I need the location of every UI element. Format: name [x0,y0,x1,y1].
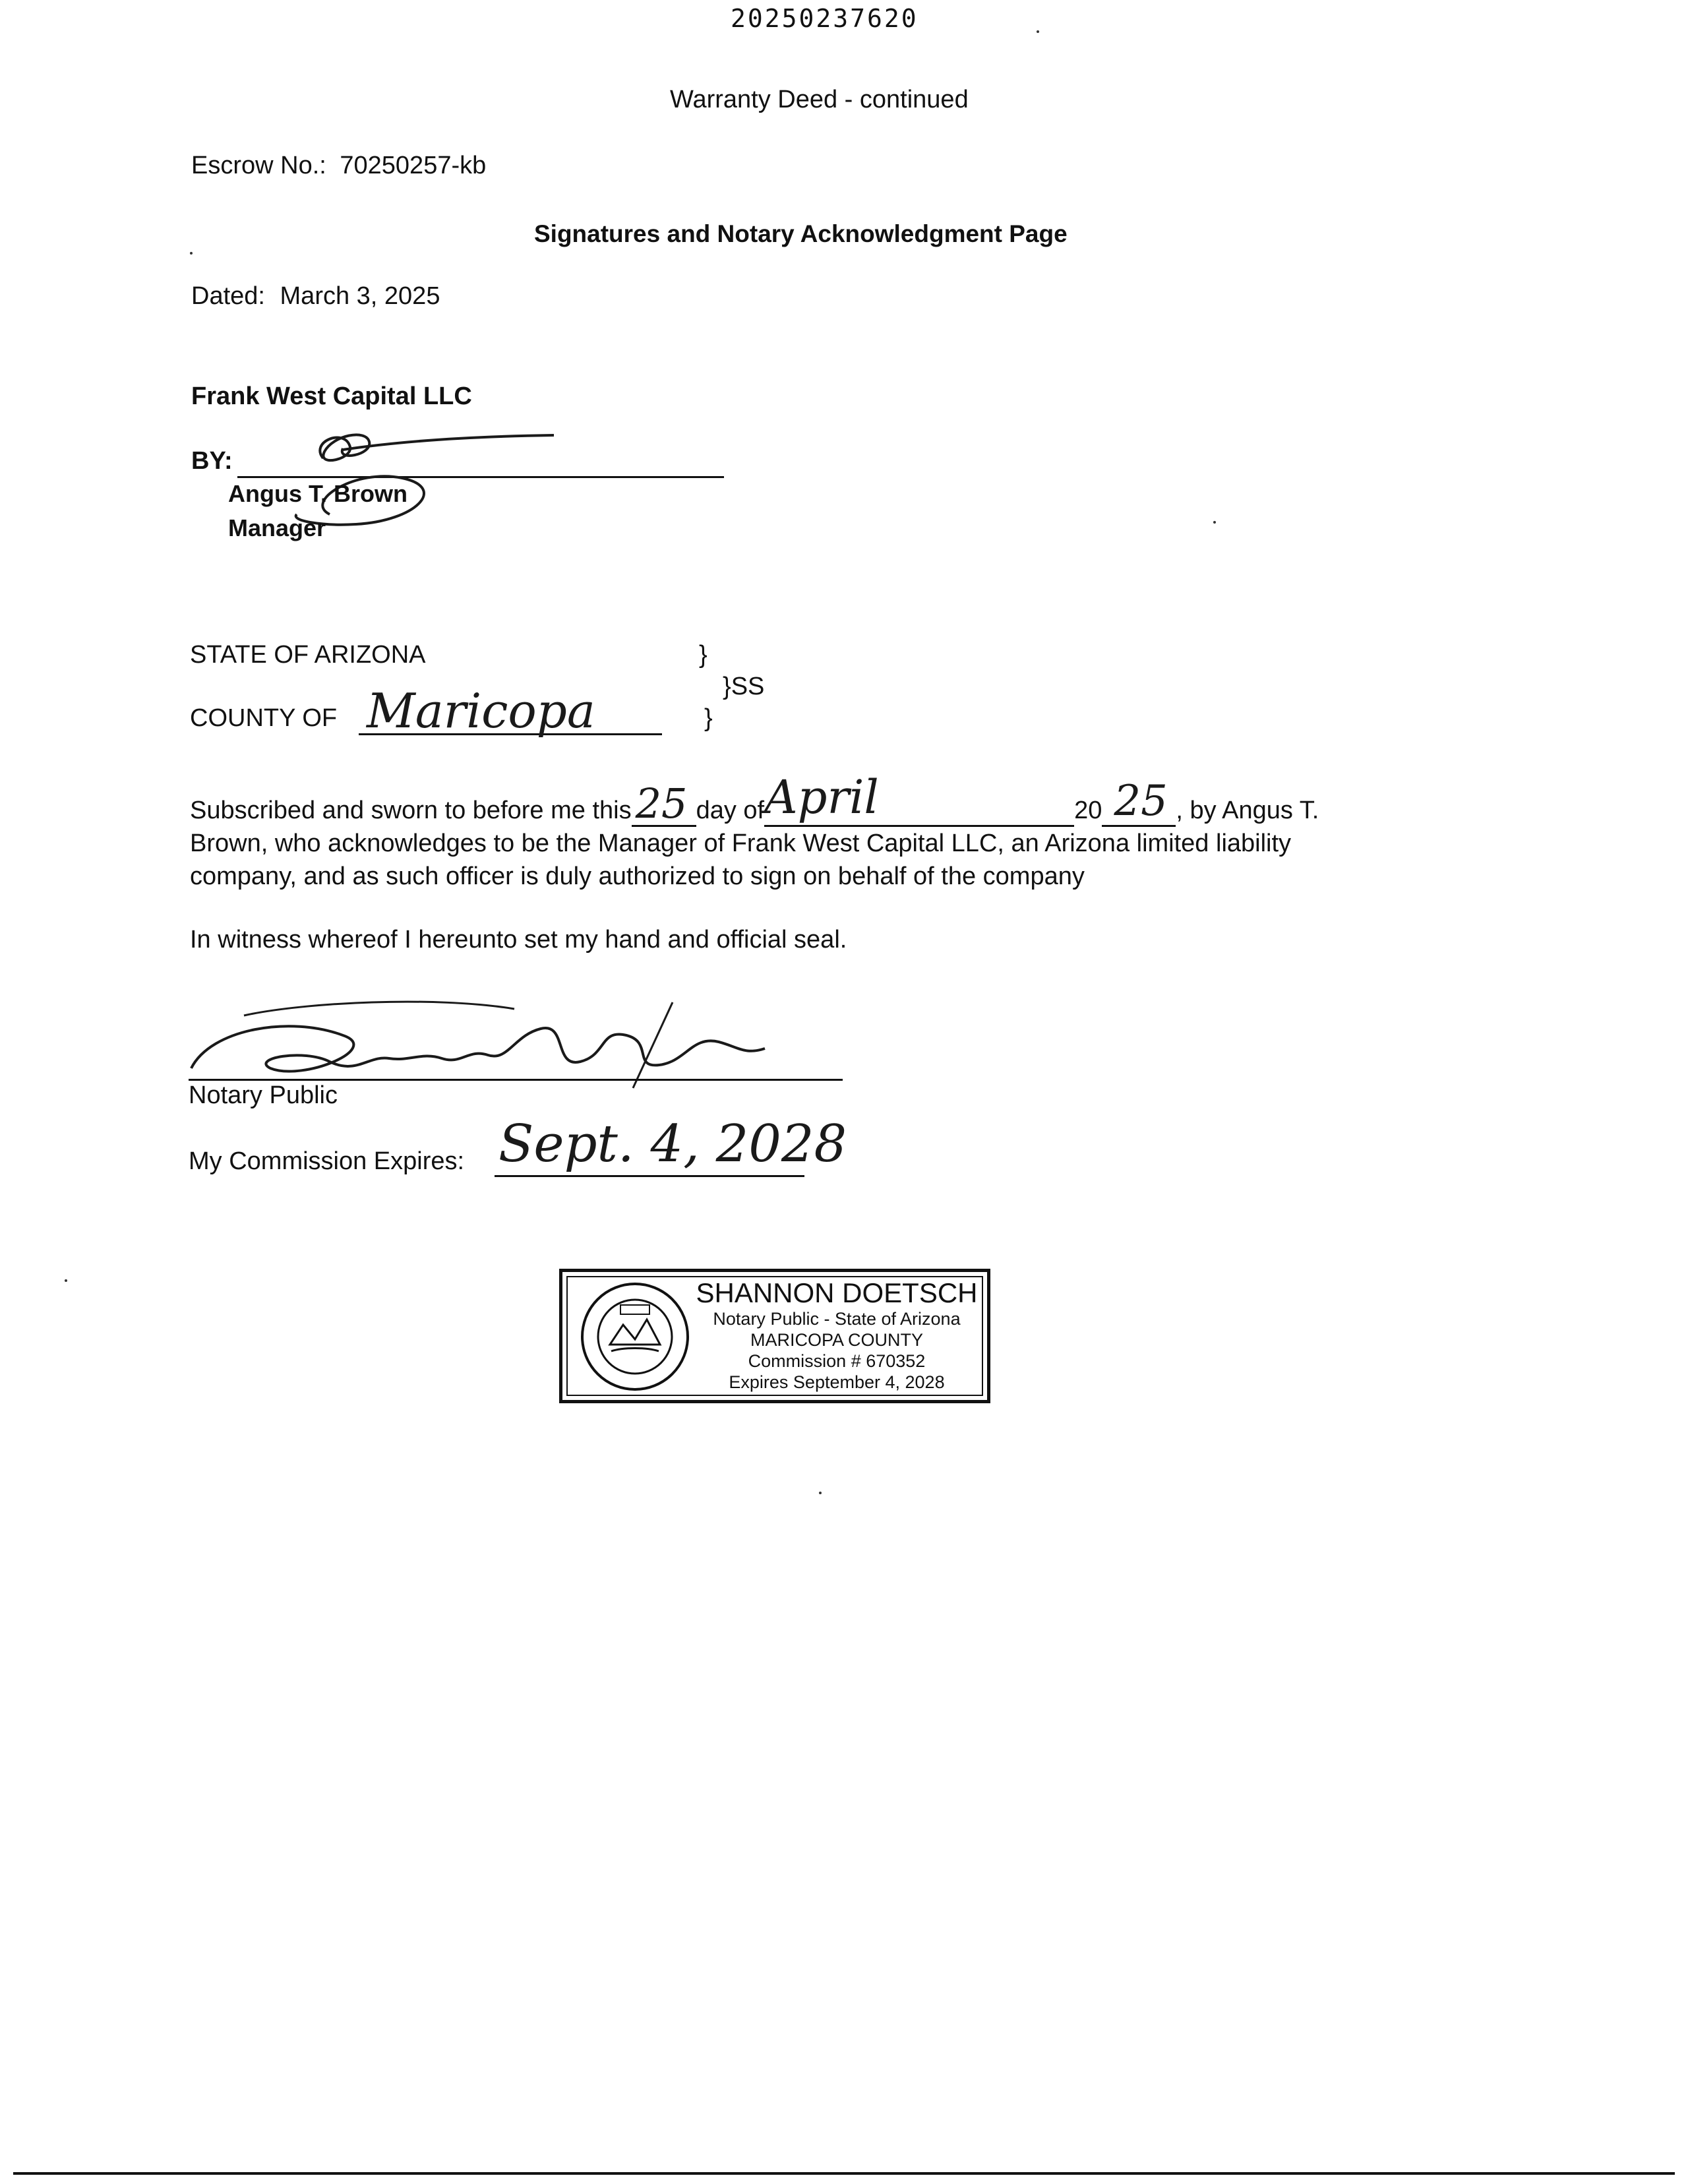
dated-label: Dated: [191,282,265,310]
commission-handwritten: Sept. 4, 2028 [498,1114,847,1174]
stamp-line-4: Expires September 4, 2028 [729,1372,945,1392]
notary-label: Notary Public [189,1081,338,1109]
scan-speck [1213,521,1216,524]
ack-year-blank [1102,777,1176,827]
ack-line-3: company, and as such officer is duly authorized to sign on behalf of the company [190,863,1085,890]
stamp-line-3: Commission # 670352 [748,1351,926,1371]
ack-day-blank [632,779,696,828]
arizona-seal [577,1279,693,1395]
ack-year-prefix: 20 [1074,797,1102,824]
grantor-company: Frank West Capital LLC [191,382,472,410]
venue-ss: }SS [723,673,765,700]
ack-part1: Subscribed and sworn to before me this [190,797,632,824]
recording-number: 20250237620 [731,4,919,33]
ack-year-handwritten: 25 [1114,777,1168,826]
escrow-number: 70250257-kb [340,152,487,179]
ack-line-1 [190,770,1319,828]
notary-signature-line [189,1079,843,1081]
stamp-line-2: MARICOPA COUNTY [750,1330,924,1350]
ack-month-blank [764,770,1074,827]
ack-part2: day of [696,797,765,824]
scan-speck [65,1279,67,1282]
dated-date: March 3, 2025 [280,282,440,310]
commission-line [495,1175,804,1177]
stamp-name: SHANNON DOETSCH [696,1277,978,1308]
document-title: Warranty Deed - continued [670,86,969,113]
ack-month-handwritten: April [764,770,879,824]
commission-label: My Commission Expires: [189,1147,465,1175]
ack-part3: , by Angus T. [1176,797,1319,824]
escrow-line [191,152,486,180]
venue-brace-top: } [699,641,708,669]
signer-title: Manager [228,514,326,541]
county-label: COUNTY OF [190,704,338,732]
ack-line-2: Brown, who acknowledges to be the Manager of Frank West Capital LLC, an Arizona limited liability [190,830,1292,857]
ack-day-handwritten: 25 [635,779,688,828]
witness-statement: In witness whereof I hereunto set my hand and official seal. [190,926,847,954]
scan-speck [1037,30,1039,33]
signer-name: Angus T. Brown [228,480,407,507]
by-label: BY: [191,447,233,475]
section-title: Signatures and Notary Acknowledgment Page [534,220,1068,247]
page-bottom-rule [13,2172,1675,2175]
county-handwritten: Maricopa [367,683,595,739]
stamp-line-1: Notary Public - State of Arizona [713,1309,961,1329]
escrow-label: Escrow No.: [191,152,326,179]
scan-speck [819,1492,822,1494]
notary-stamp [559,1269,990,1403]
venue-brace-bottom: } [704,704,713,732]
dated-line [191,282,440,311]
scan-speck [190,252,193,255]
state-line: STATE OF ARIZONA [190,641,426,669]
